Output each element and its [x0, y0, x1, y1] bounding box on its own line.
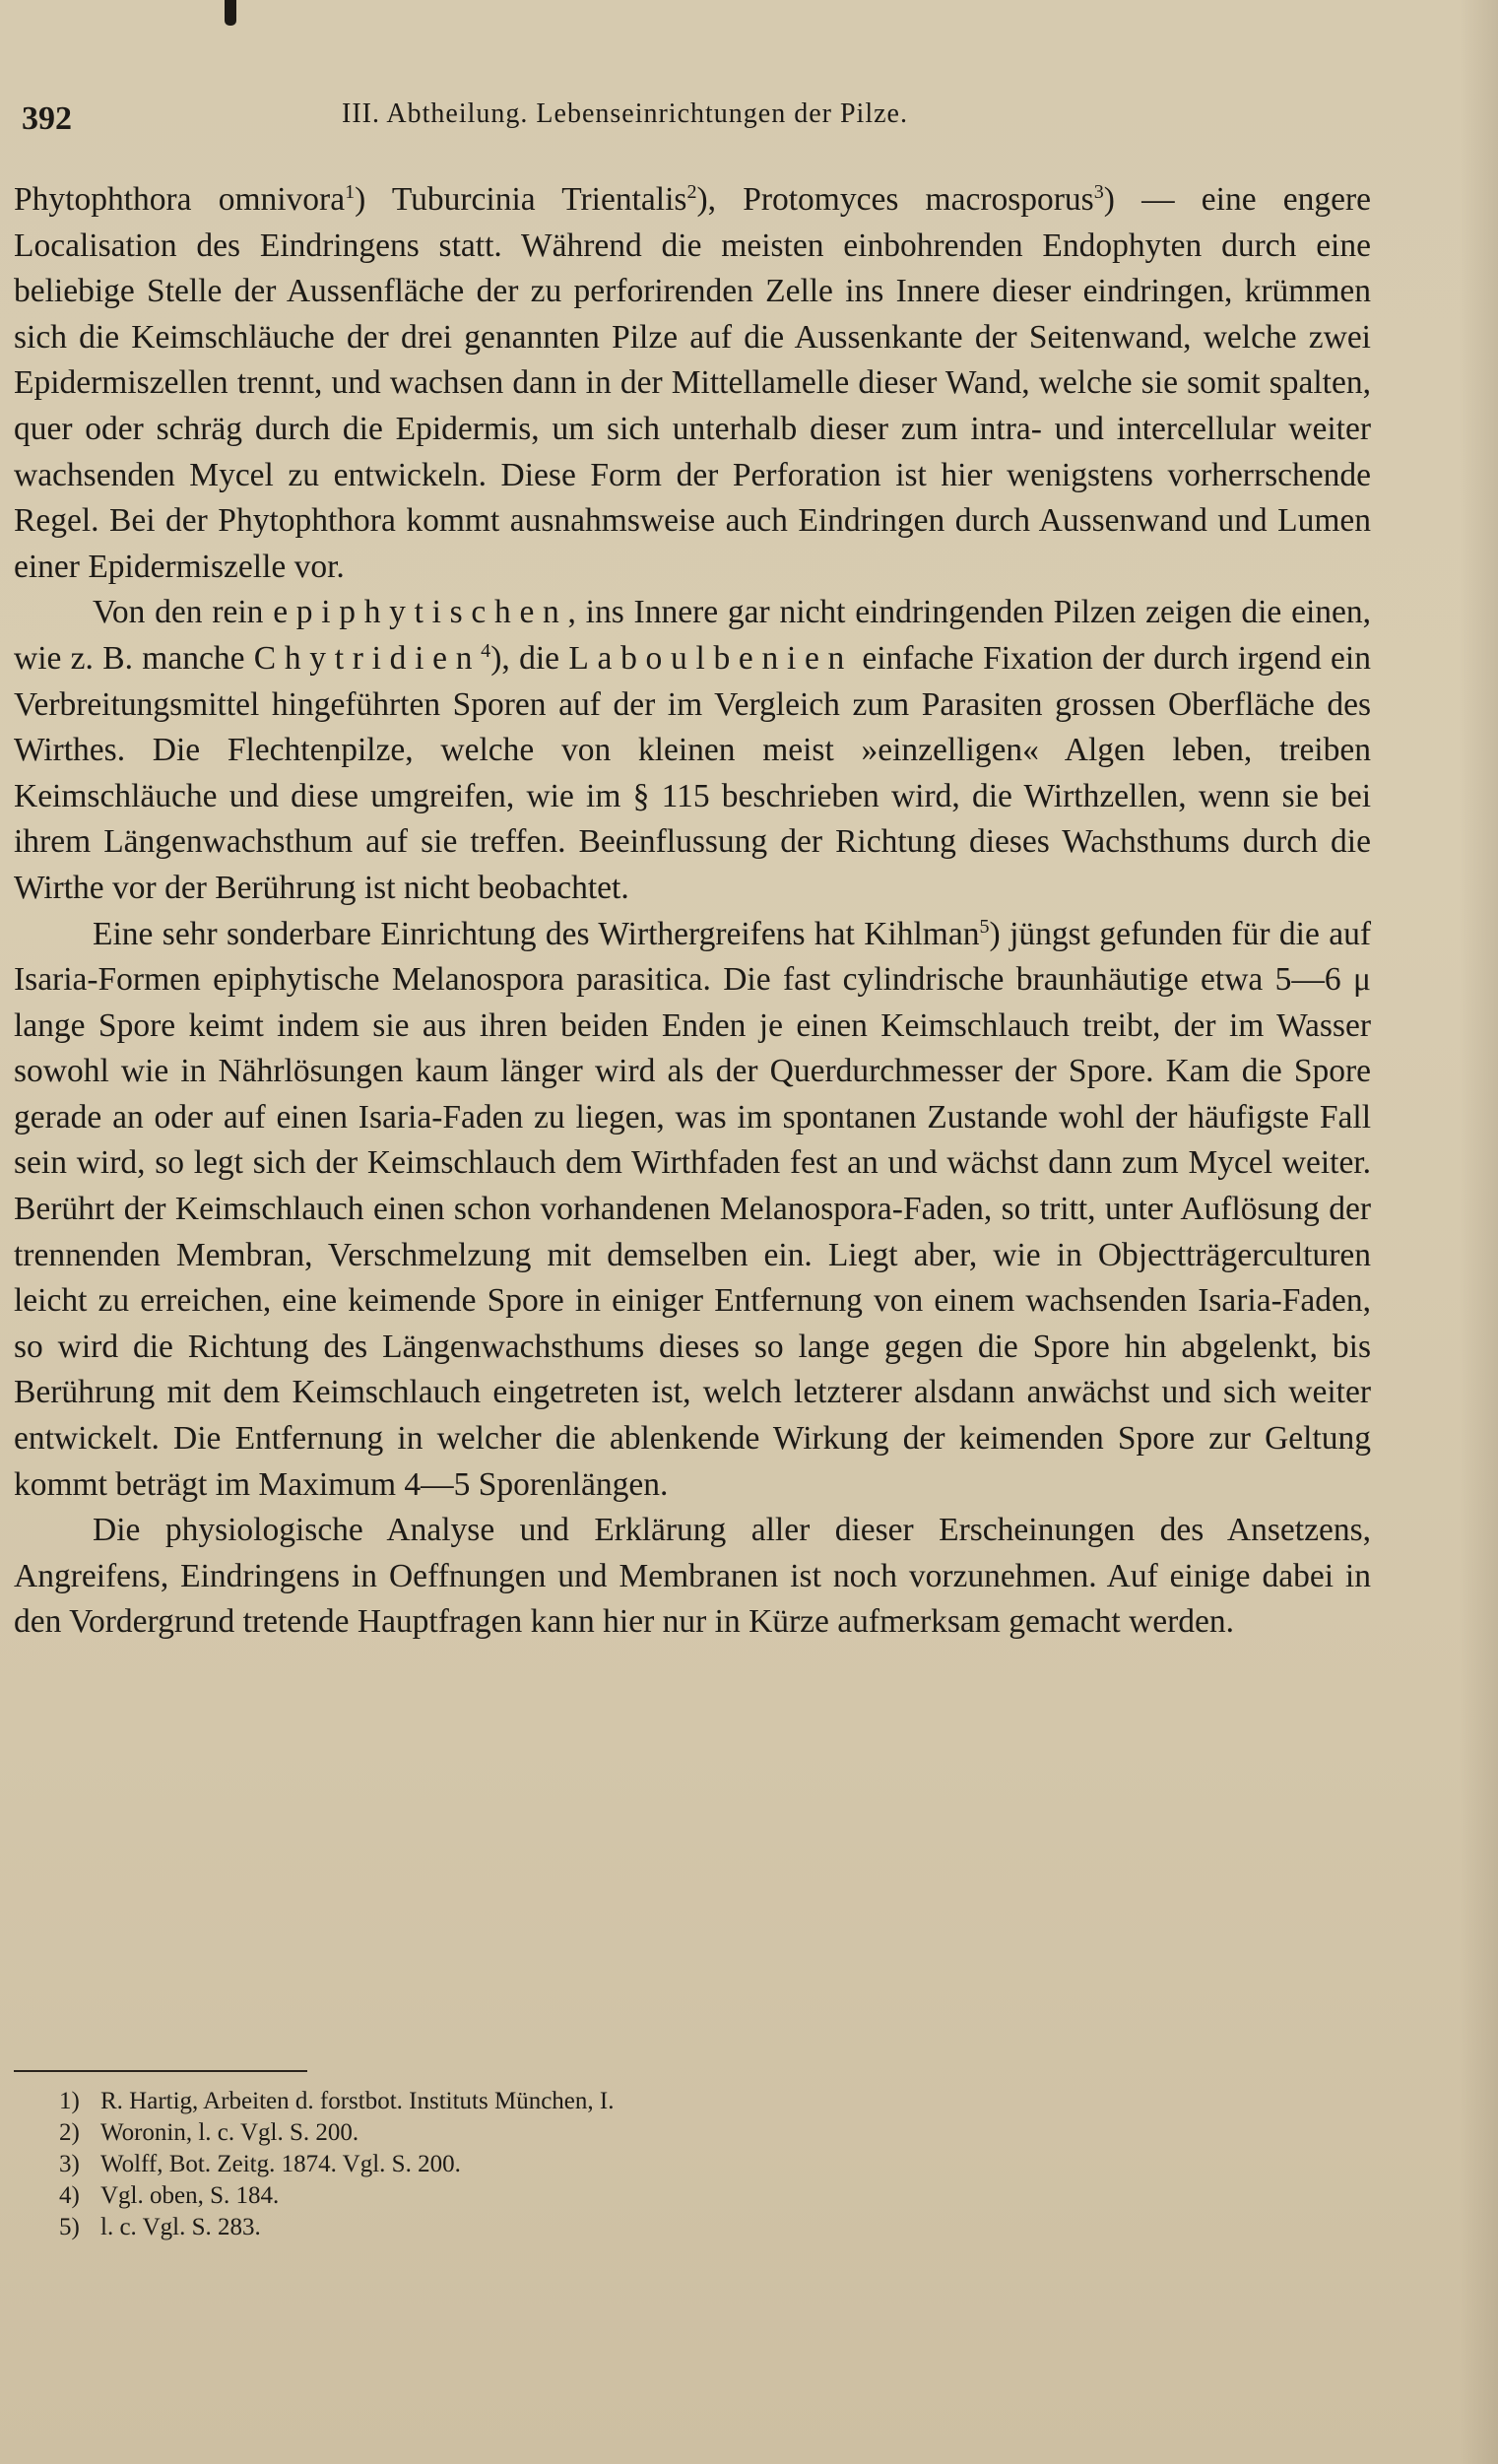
footnote-ref: 1 — [345, 180, 356, 203]
paragraph-3 — [14, 912, 1371, 1509]
running-head: III. Abtheilung. Lebenseinrichtungen der Pilze. — [342, 98, 908, 129]
text-run: ), die — [490, 639, 569, 677]
footnote-3 — [59, 2149, 614, 2180]
footnote-ref: 4 — [481, 639, 491, 662]
page-number: 392 — [22, 100, 72, 137]
emphasis-term: Laboulbenien — [568, 639, 854, 677]
text-run: ) — eine engere Localisation des Eindringens statt. Während die meisten einbohrenden Endophyten durch eine beliebige Stelle der Aussenfläche der zu perforirenden Zelle ins Innere dieser eindringen, krümmen sich die Keimschläuche der drei genannten Pilze auf die Aussenkante der Seitenwand, welche zwei Epidermiszellen trennt, und wachsen dann in der Mittellamelle dieser Wand, welche sie somit spalten, quer oder schräg durch die Epidermis, um sich unterhalb dieser zum intra- und intercellular weiter wachsenden Mycel zu entwickeln. Diese Form der Perforation ist hier wenigstens vorherrschende Regel. Bei der Phytophthora kommt ausnahmsweise auch Eindringen durch Aussenwand und Lumen einer Epidermiszelle vor. — [14, 181, 1372, 585]
footnote-ref: 2 — [686, 180, 697, 203]
paragraph-2 — [14, 590, 1371, 911]
footnote-4 — [59, 2180, 614, 2212]
emphasis-term: epiphytischen — [273, 594, 568, 631]
body-text — [14, 177, 1371, 1646]
page-header — [22, 89, 1066, 148]
text-run: Von den rein — [93, 594, 274, 631]
footnote-number: 2) — [59, 2119, 80, 2146]
text-run: , ins Innere gar nicht eindringenden Pilzen zeigen die einen, wie z. B. manche — [14, 594, 1371, 677]
footnote-ref: 3 — [1093, 180, 1104, 203]
footnote-5 — [59, 2212, 614, 2243]
ink-mark — [225, 0, 236, 26]
footnote-number: 5) — [59, 2214, 80, 2240]
footnote-text: R. Hartig, Arbeiten d. forstbot. Instituts München, I. — [100, 2088, 615, 2114]
footnotes — [59, 2086, 614, 2243]
text-run: einfache Fixation der durch irgend ein Verbreitungsmittel hingeführten Sporen auf der im Vergleich zum Parasiten grossen Oberfläche des Wirthes. Die Flechtenpilze, welche von kleinen meist »einzelligen« Algen leben, treiben Keimschläuche und diese umgreifen, wie im § 115 beschrieben wird, die Wirthzellen, wenn sie bei ihrem Längenwachsthum auf sie treffen. Beeinflussung der Richtung dieses Wachsthums durch die Wirthe vor der Berührung ist nicht beobachtet. — [14, 639, 1371, 906]
page-edge-shadow — [1459, 0, 1498, 2464]
paragraph-1 — [14, 177, 1371, 590]
text-run: ) Tuburcinia Trientalis — [355, 181, 687, 218]
text-run: ) jüngst gefunden für die auf Isaria-Formen epiphytische Melanospora parasitica. Die fast cylindrische braunhäutige etwa 5—6 μ lange Spore keimt indem sie aus ihren beiden Enden je einen Keimschlauch treibt, der im Wasser sowohl wie in Nährlösungen kaum länger wird als der Querdurchmesser der Spore. Kam die Spore gerade an oder auf einen Isaria-Faden zu liegen, was im spontanen Zustande wohl der häufigste Fall sein wird, so legt sich der Keimschlauch dem Wirthfaden fest an und wächst dann zum Mycel weiter. Berührt der Keimschlauch einen schon vorhandenen Melanospora-Faden, so tritt, unter Auflösung der trennenden Membran, Verschmelzung mit demselben ein. Liegt aber, wie in Objectträgerculturen leicht zu erreichen, eine keimende Spore in einiger Entfernung von einem wachsenden Isaria-Faden, so wird die Richtung des Längenwachsthums dieses so lange gegen die Spore hin abgelenkt, bis Berührung mit dem Keimschlauch eingetreten ist, welch letzterer alsdann anwächst und sich weiter entwickelt. Die Entfernung in welcher die ablenkende Wirkung der keimenden Spore zur Geltung kommt beträgt im Maximum 4—5 Sporenlängen. — [14, 915, 1371, 1503]
footnote-number: 1) — [59, 2088, 80, 2114]
footnote-number: 4) — [59, 2182, 80, 2209]
footnote-text: l. c. Vgl. S. 283. — [100, 2214, 261, 2240]
text-run: ), Protomyces macrosporus — [696, 181, 1094, 218]
footnote-number: 3) — [59, 2151, 80, 2177]
footnote-text: Vgl. oben, S. 184. — [100, 2182, 280, 2209]
text-run: Die physiologische Analyse und Erklärung aller dieser Erscheinungen des Ansetzens, Angreifens, Eindringens in Oeffnungen und Membranen ist noch vorzunehmen. Auf einige dabei in den Vordergrund tretende Hauptfragen kann hier nur in Kürze aufmerksam gemacht werden. — [14, 1512, 1371, 1641]
footnote-text: Wolff, Bot. Zeitg. 1874. Vgl. S. 200. — [100, 2151, 461, 2177]
text-run: Eine sehr sonderbare Einrichtung des Wirthergreifens hat Kihlman — [93, 915, 980, 952]
footnote-2 — [59, 2117, 614, 2149]
footnote-text: Woronin, l. c. Vgl. S. 200. — [100, 2119, 359, 2146]
emphasis-term: Chytridien — [253, 639, 482, 677]
footnote-ref: 5 — [979, 915, 990, 938]
paragraph-4 — [14, 1508, 1371, 1646]
footnote-rule — [14, 2070, 307, 2072]
text-run: Phytophthora omnivora — [14, 181, 346, 218]
footnote-1 — [59, 2086, 614, 2117]
